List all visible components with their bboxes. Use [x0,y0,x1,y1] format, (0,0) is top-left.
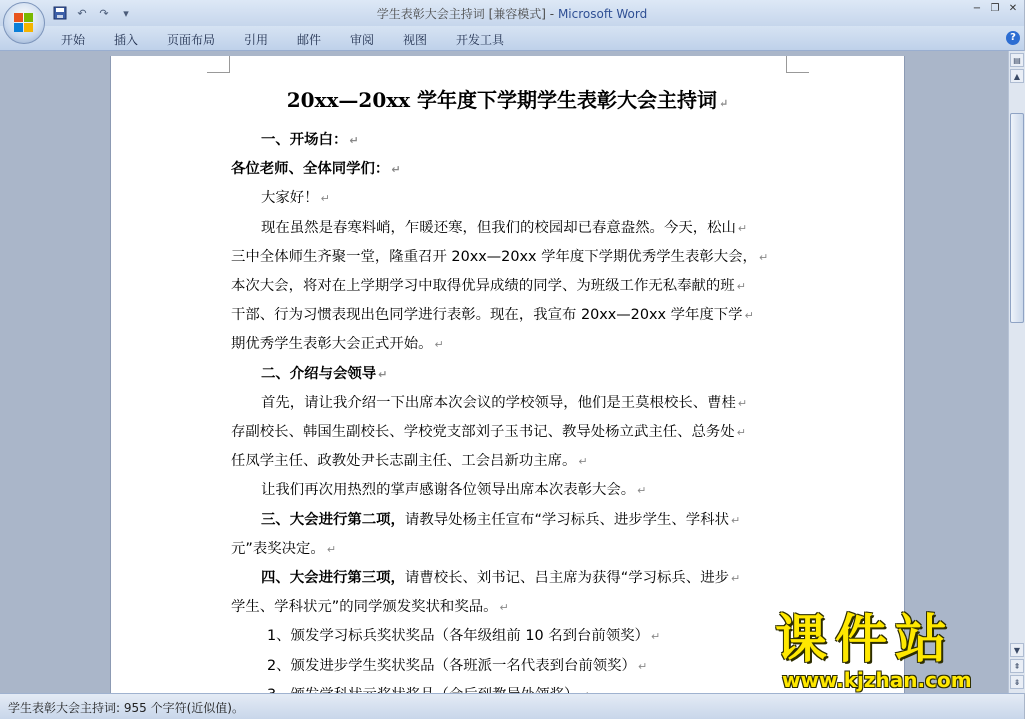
tab-developer[interactable]: 开发工具 [456,33,505,47]
customize-icon[interactable]: ▾ [123,6,129,20]
document-line [267,624,660,645]
document-line [261,508,740,529]
minimize-icon[interactable]: − [972,3,982,14]
line-text: 各位老师、全体同学们： [231,161,390,178]
line-text: 请曹校长、刘书记、吕主席为获得“学习标兵、进步 [404,570,729,586]
crop-mark-top-left [207,56,230,73]
document-line [261,128,359,149]
scroll-up-icon[interactable]: ▲ [1010,69,1024,83]
crop-mark-top-right [786,56,809,73]
tab-mailings[interactable]: 邮件 [297,33,322,47]
paragraph-mark: ↵ [736,280,746,293]
redo-icon[interactable]: ↷ [99,6,109,20]
line-text: 干部、行为习惯表现出色同学进行表彰。现在，我宣布 20xx—20xx 学年度下学 [231,307,743,324]
word-count-status[interactable]: 学生表彰大会主持词: 955 个字符(近似值)。 [8,701,244,715]
paragraph-mark: ↵ [349,134,359,147]
title-bar [0,0,1024,26]
status-bar [0,693,1024,719]
document-line [231,595,509,616]
line-text: 学生、学科状元”的同学颁发奖状和奖品。 [231,599,498,616]
line-text: 本次大会，将对在上学期学习中取得优异成绩的同学、为班级工作无私奉献的班 [231,278,735,294]
document-line [231,303,754,324]
line-text: 请教导处杨主任宣布“学习标兵、进步学生、学科状 [404,511,729,528]
line-text: 大家好！ [261,190,319,207]
document-line [261,391,747,412]
document-line [261,478,646,499]
paragraph-mark: ↵ [737,221,748,235]
app-name: Microsoft Word [557,7,648,21]
previous-page-icon[interactable]: ⇞ [1010,659,1024,673]
bold-lead-text: 四、大会进行第三项， [261,570,405,586]
document-line [261,186,330,207]
document-line [267,654,647,675]
line-text: 一、开场白： [261,132,348,148]
paragraph-mark: ↵ [744,309,754,323]
paragraph-mark: ↵ [730,513,741,527]
line-text: 期优秀学生表彰大会正式开始。 [231,336,433,353]
vertical-scrollbar[interactable] [1008,51,1025,693]
line-text: 1、颁发学习标兵奖状奖品（各年级组前 10 名到台前领奖） [267,628,649,645]
ribbon-tabs [0,26,1024,51]
undo-icon[interactable]: ↶ [77,6,87,20]
paragraph-mark: ↵ [391,163,401,177]
paragraph-mark: ↵ [578,455,588,469]
window-controls [970,2,1020,16]
document-name: 学生表彰大会主持词 [兼容模式] [376,7,546,21]
office-button[interactable] [3,2,45,44]
watermark-logo: 课件站 [775,610,956,670]
close-icon[interactable]: ✕ [1008,3,1018,14]
document-line [231,537,336,558]
tab-view[interactable]: 视图 [403,33,428,47]
paragraph-mark: ↵ [378,367,388,381]
document-title-text: 20xx—20xx 学年度下学期学生表彰大会主持词 [286,88,718,112]
document-line [231,420,746,441]
title-separator: - [545,7,558,21]
paragraph-mark: ↵ [736,426,746,439]
help-icon[interactable]: ? [1006,31,1020,45]
document-line [231,274,746,295]
ruler-toggle-icon[interactable]: ▤ [1010,53,1024,67]
paragraph-mark: ↵ [758,250,769,264]
restore-icon[interactable]: ❐ [990,3,1000,14]
tab-insert[interactable]: 插入 [114,33,139,47]
line-text: 任凤学主任、政教处尹长志副主任、工会吕新功主席。 [231,453,577,470]
watermark-url: www.kjzhan.com [782,668,972,692]
line-text: 三中全体师生齐聚一堂，隆重召开 20xx—20xx 学年度下学期优秀学生表彰大会， [231,248,757,265]
document-line [231,157,401,178]
scroll-down-icon[interactable]: ▼ [1010,643,1024,657]
line-text: 存副校长、韩国生副校长、学校党支部刘子玉书记、教导处杨立武主任、总务处 [231,424,735,440]
paragraph-mark: ↵ [637,659,648,673]
line-text: 现在虽然是春寒料峭，乍暖还寒，但我们的校园却已春意盎然。今天，松山 [261,219,736,236]
paragraph-mark: ↵ [637,484,647,498]
paragraph-mark: ↵ [730,572,741,585]
line-text: 首先，请让我介绍一下出席本次会议的学校领导，他们是王莫根校长、曹桂 [261,394,736,411]
line-text: 元”表奖决定。 [231,540,325,557]
bold-lead-text: 三、大会进行第二项， [261,511,405,528]
line-text: 二、介绍与会领导 [261,365,377,382]
document-line [261,216,747,237]
scroll-thumb[interactable] [1010,113,1024,323]
paragraph-mark: ↵ [499,601,509,615]
tab-review[interactable]: 审阅 [350,33,375,47]
next-page-icon[interactable]: ⇟ [1010,675,1024,689]
document-line [261,362,387,383]
paragraph-mark: ↵ [719,97,729,110]
paragraph-mark: ↵ [320,192,330,206]
window-title [0,5,1024,22]
document-line [231,245,768,266]
office-logo-icon [14,13,34,33]
paragraph-mark: ↵ [434,338,444,352]
paragraph-mark: ↵ [737,396,748,410]
document-line [231,332,444,353]
document-title [111,84,904,113]
document-line [261,566,740,587]
tab-home[interactable]: 开始 [61,33,86,47]
line-text: 让我们再次用热烈的掌声感谢各位领导出席本次表彰大会。 [261,482,636,499]
line-text: 2、颁发进步学生奖状奖品（各班派一名代表到台前领奖） [267,657,636,674]
tab-page-layout[interactable]: 页面布局 [167,33,216,47]
document-line [231,449,588,470]
tab-references[interactable]: 引用 [244,33,269,47]
paragraph-mark: ↵ [326,542,337,556]
paragraph-mark: ↵ [651,630,661,644]
document-page[interactable] [110,56,905,693]
